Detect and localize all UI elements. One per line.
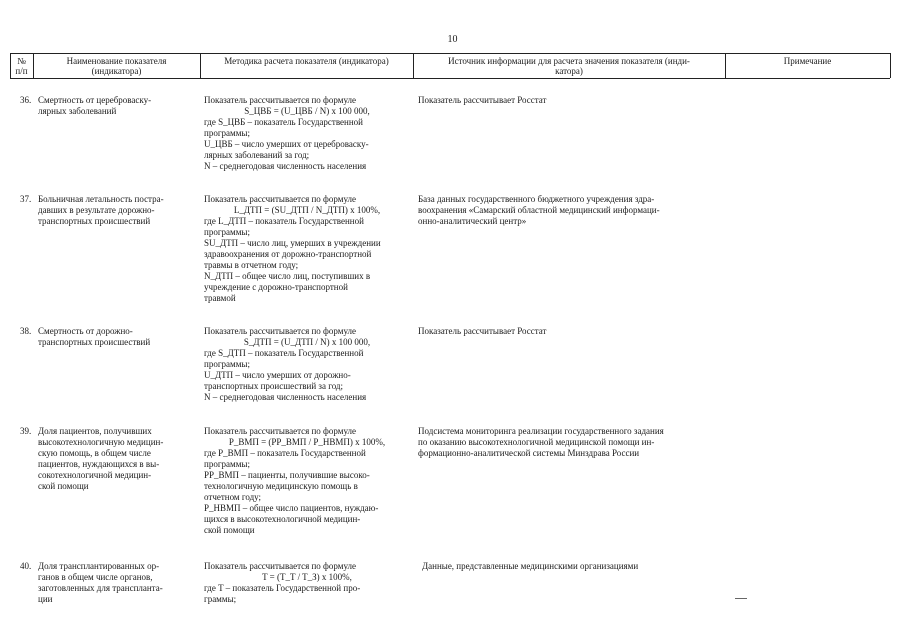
indicator-name-line: скую помощь, в общем числе bbox=[38, 448, 151, 458]
header-source bbox=[413, 56, 725, 76]
method-line: PP_ВМП – пациенты, получившие высоко- bbox=[204, 470, 370, 480]
header-top-rule bbox=[10, 53, 890, 54]
method-line: Показатель рассчитывается по формуле bbox=[204, 561, 357, 571]
method-text bbox=[204, 95, 410, 172]
indicator-name bbox=[38, 95, 196, 117]
indicator-name-line: высокотехнологичную медицин- bbox=[38, 437, 164, 447]
source-text bbox=[418, 426, 723, 459]
method-line: Показатель рассчитывается по формуле bbox=[204, 326, 357, 336]
method-line: травмой bbox=[204, 293, 236, 303]
method-formula: L_ДТП = (SU_ДТП / N_ДТП) x 100%, bbox=[233, 205, 381, 215]
indicator-name-line: Доля пациентов, получивших bbox=[38, 426, 152, 436]
method-line: программы; bbox=[204, 227, 250, 237]
source-line: воохранения «Самарский областной медицинский информаци- bbox=[418, 205, 660, 215]
method-line: программы; bbox=[204, 459, 250, 469]
method-formula: T = (T_T / T_З) x 100%, bbox=[262, 572, 352, 582]
method-line: щихся в высокотехнологичной медицин- bbox=[204, 514, 361, 524]
method-line: U_ДТП – число умерших от дорожно- bbox=[204, 370, 351, 380]
header-note bbox=[725, 56, 890, 66]
indicator-name-line: Смертность от дорожно- bbox=[38, 326, 133, 336]
indicator-name bbox=[38, 194, 196, 227]
source-line: Подсистема мониторинга реализации государственного задания bbox=[418, 426, 664, 436]
page-number: 10 bbox=[447, 34, 458, 45]
source-line: онно-аналитический центр» bbox=[418, 216, 527, 226]
indicator-name-line: лярных заболеваний bbox=[38, 106, 117, 116]
source-line: Показатель рассчитывает Росстат bbox=[418, 95, 547, 105]
method-line: программы; bbox=[204, 359, 250, 369]
source-line: Показатель рассчитывает Росстат bbox=[418, 326, 547, 336]
method-line: SU_ДТП – число лиц, умерших в учреждении bbox=[204, 238, 381, 248]
indicator-name-line: транспортных происшествий bbox=[38, 216, 151, 226]
indicator-name-line: Больничная летальность постра- bbox=[38, 194, 164, 204]
source-line: формационно-аналитической системы Минздрава России bbox=[418, 448, 640, 458]
row-number: 39. bbox=[20, 426, 32, 436]
method-text bbox=[204, 326, 410, 403]
method-text bbox=[204, 194, 410, 304]
indicator-name-line: заготовленных для транспланта- bbox=[38, 583, 163, 593]
method-formula: S_ДТП = (U_ДТП / N) x 100 000, bbox=[243, 337, 371, 347]
method-line: лярных заболеваний за год; bbox=[204, 150, 310, 160]
indicator-name bbox=[38, 326, 196, 348]
method-line: U_ЦВБ – число умерших от цереброваску- bbox=[204, 139, 369, 149]
indicator-name-line: давших в результате дорожно- bbox=[38, 205, 155, 215]
source-line: База данных государственного бюджетного учреждения здра- bbox=[418, 194, 655, 204]
indicator-name-line: Смертность от цереброваску- bbox=[38, 95, 152, 105]
method-text bbox=[204, 561, 410, 605]
method-line: технологичную медицинскую помощь в bbox=[204, 481, 358, 491]
method-line: где P_ВМП – показатель Государственной bbox=[204, 448, 366, 458]
header-method bbox=[200, 56, 413, 66]
source-text bbox=[418, 326, 723, 337]
method-line: N_ДТП – общее число лиц, поступивших в bbox=[204, 271, 371, 281]
method-line: программы; bbox=[204, 128, 250, 138]
row-number: 38. bbox=[20, 326, 32, 336]
method-line: где S_ДТП – показатель Государственной bbox=[204, 348, 364, 358]
source-text bbox=[422, 561, 722, 572]
method-line: граммы; bbox=[204, 594, 237, 604]
row-number: 40. bbox=[20, 561, 32, 571]
indicator-name-line: транспортных происшествий bbox=[38, 337, 151, 347]
method-line: учреждение с дорожно-транспортной bbox=[204, 282, 348, 292]
indicator-name-line: ции bbox=[38, 594, 53, 604]
method-line: где L_ДТП – показатель Государственной bbox=[204, 216, 364, 226]
scan-mark bbox=[735, 598, 747, 599]
header-name bbox=[33, 56, 200, 76]
header-name-line1: Наименование показателя bbox=[66, 56, 167, 66]
row-number: 36. bbox=[20, 95, 32, 105]
source-line: по оказанию высокотехнологичной медицинской помощи ин- bbox=[418, 437, 655, 447]
method-line: где T – показатель Государственной про- bbox=[204, 583, 361, 593]
header-divider bbox=[890, 53, 891, 78]
indicator-name-line: ганов в общем числе органов, bbox=[38, 572, 153, 582]
method-line: Показатель рассчитывается по формуле bbox=[204, 194, 357, 204]
source-line: Данные, представленные медицинскими организациями bbox=[422, 561, 639, 571]
row-number: 37. bbox=[20, 194, 32, 204]
source-text bbox=[418, 194, 723, 227]
header-source-line2: катора) bbox=[555, 66, 583, 76]
method-text bbox=[204, 426, 410, 536]
indicator-name-line: сокотехнологичной медицин- bbox=[38, 470, 152, 480]
indicator-name bbox=[38, 561, 196, 605]
method-line: Показатель рассчитывается по формуле bbox=[204, 426, 357, 436]
header-name-line2: (индикатора) bbox=[91, 66, 142, 76]
method-line: травмы в отчетном году; bbox=[204, 260, 299, 270]
method-formula: S_ЦВБ = (U_ЦВБ / N) x 100 000, bbox=[244, 106, 370, 116]
indicator-name bbox=[38, 426, 196, 492]
method-line: N – среднегодовая численность населения bbox=[204, 161, 367, 171]
indicator-name-line: пациентов, нуждающихся в вы- bbox=[38, 459, 160, 469]
header-num-line2: п/п bbox=[15, 66, 28, 76]
method-line: где S_ЦВБ – показатель Государственной bbox=[204, 117, 363, 127]
source-text bbox=[418, 95, 723, 106]
method-line: N – среднегодовая численность населения bbox=[204, 392, 367, 402]
method-line: отчетном году; bbox=[204, 492, 262, 502]
header-method-text: Методика расчета показателя (индикатора) bbox=[224, 56, 389, 66]
method-line: транспортных происшествий за год; bbox=[204, 381, 344, 391]
header-num bbox=[10, 56, 33, 76]
header-num-line1: № bbox=[17, 56, 26, 66]
indicator-name-line: Доля трансплантированных ор- bbox=[38, 561, 160, 571]
method-line: Показатель рассчитывается по формуле bbox=[204, 95, 357, 105]
method-formula: P_ВМП = (PP_ВМП / P_НВМП) x 100%, bbox=[228, 437, 386, 447]
header-source-line1: Источник информации для расчета значения показателя (инди- bbox=[448, 56, 690, 66]
method-line: ской помощи bbox=[204, 525, 255, 535]
method-line: здравоохранения от дорожно-транспортной bbox=[204, 249, 372, 259]
header-bottom-rule bbox=[10, 78, 890, 79]
header-note-text: Примечание bbox=[783, 56, 832, 66]
indicator-name-line: ской помощи bbox=[38, 481, 89, 491]
method-line: P_НВМП – общее число пациентов, нуждаю- bbox=[204, 503, 379, 513]
